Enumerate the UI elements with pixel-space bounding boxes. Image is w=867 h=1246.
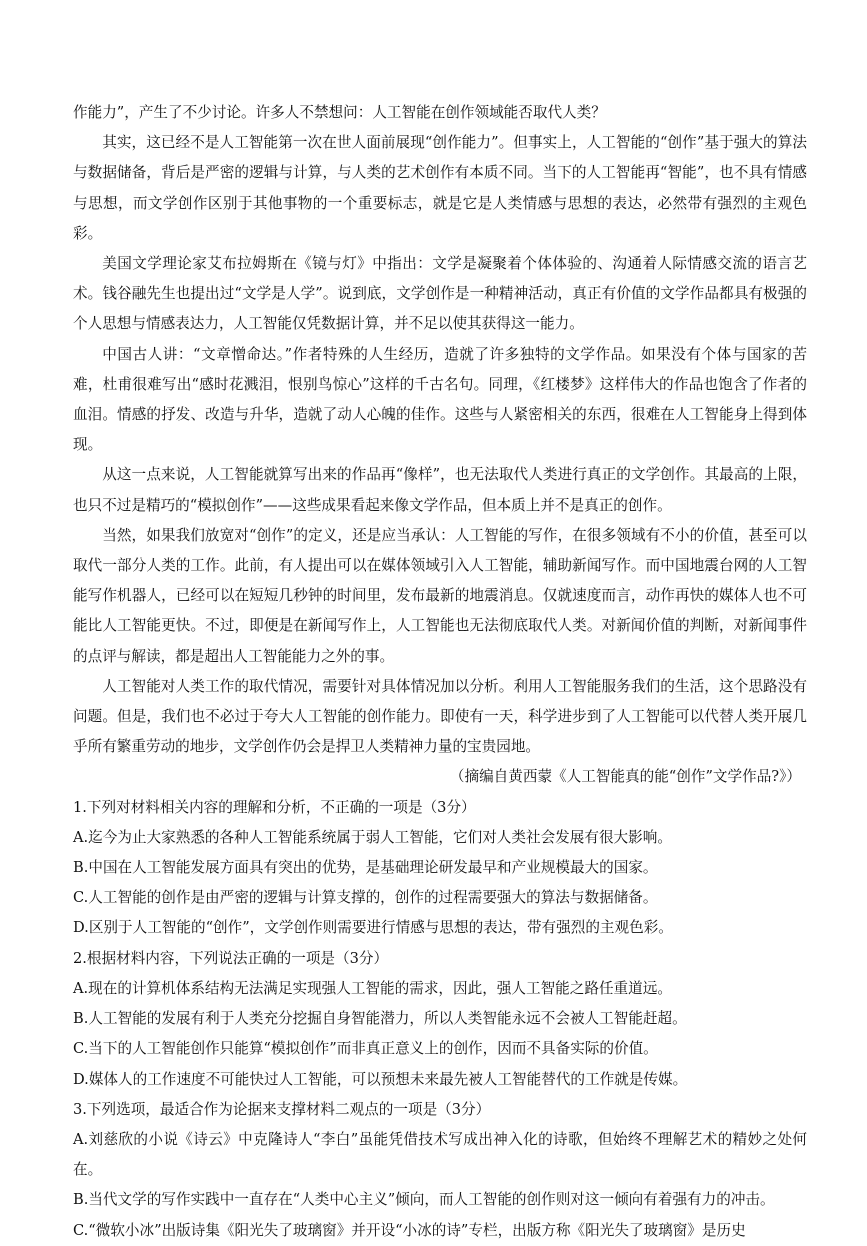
question-1-option-c: C.人工智能的创作是由严密的逻辑与计算支撑的，创作的过程需要强大的算法与数据储备。 — [73, 889, 658, 907]
question-3-option-c: C.“微软小冰”出版诗集《阳光失了玻璃窗》并开设“小冰的诗”专栏，出版方称《阳光失了玻璃窗》是历史 — [73, 1221, 746, 1239]
passage-paragraph-5: 从这一点来说，人工智能就算写出来的作品再“像样”，也无法取代人类进行真正的文学创作。其最高的上限，也只不过是精巧的“模拟创作”——这些成果看起来像文学作品，但本质上并不是真正的创作。 — [73, 466, 807, 514]
question-2-option-c: C.当下的人工智能创作只能算“模拟创作”而非真正意义上的创作，因而不具备实际的价值。 — [73, 1040, 658, 1058]
question-3-option-a: A.刘慈欣的小说《诗云》中克隆诗人“李白”虽能凭借技术写成出神入化的诗歌，但始终不理解艺术的精妙之处何在。 — [73, 1130, 807, 1179]
passage — [73, 98, 807, 793]
question-2-option-b: B.人工智能的发展有利于人类充分挖掘自身智能潜力，所以人类智能永远不会被人工智能赶超。 — [73, 1010, 687, 1028]
question-2-option-d: D.媒体人的工作速度不可能快过人工智能，可以预想未来最先被人工智能替代的工作就是传媒。 — [73, 1070, 688, 1088]
passage-paragraph-6: 当然，如果我们放宽对“创作”的定义，还是应当承认：人工智能的写作，在很多领域有不小的价值，甚至可以取代一部分人类的工作。此前，有人提出可以在媒体领域引入人工智能，辅助新闻写作。而中国地震台网的人工智能写作机器人，已经可以在短短几秒钟的时间里，发布最新的地震消息。仅就速度而言，动作再快的媒体人也不可能比人工智能更快。不过，即便是在新闻写作上，人工智能也无法彻底取代人类。对新闻价值的判断，对新闻事件的点评与解读，都是超出人工智能能力之外的事。 — [73, 526, 807, 665]
passage-paragraph-3: 美国文学理论家艾布拉姆斯在《镜与灯》中指出：文学是凝聚着个体体验的、沟通着人际情感交流的语言艺术。钱谷融先生也提出过“文学是人学”。说到底，文学创作是一种精神活动，真正有价值的文学作品都具有极强的个人思想与情感表达力，人工智能仅凭数据计算，并不足以使其获得这一能力。 — [73, 255, 807, 333]
question-1-stem: 1.下列对材料相关内容的理解和分析，不正确的一项是（3分） — [73, 798, 476, 816]
passage-paragraph-1: 作能力”，产生了不少讨论。许多人不禁想问：人工智能在创作领域能否取代人类？ — [73, 104, 606, 121]
question-3-stem: 3.下列选项，最适合作为论据来支撑材料二观点的一项是（3分） — [73, 1100, 491, 1118]
question-1-option-a: A.迄今为止大家熟悉的各种人工智能系统属于弱人工智能，它们对人类社会发展有很大影响。 — [73, 828, 672, 846]
question-2-stem: 2.根据材料内容，下列说法正确的一项是（3分） — [73, 949, 389, 967]
question-1 — [73, 793, 807, 944]
question-1-option-d: D.区别于人工智能的“创作”，文学创作则需要进行情感与思想的表达，带有强烈的主观色彩。 — [73, 919, 673, 937]
question-3-option-b: B.当代文学的写作实践中一直存在“人类中心主义”倾向，而人工智能的创作则对这一倾向有着强有力的冲击。 — [73, 1191, 775, 1209]
passage-source: （摘编自黄西蒙《人工智能真的能“创作”文学作品?》） — [449, 768, 801, 786]
passage-paragraph-2: 其实，这已经不是人工智能第一次在世人面前展现“创作能力”。但事实上，人工智能的“创作”基于强大的算法与数据储备，背后是严密的逻辑与计算，与人类的艺术创作有本质不同。当下的人工智能再“智能”，也不具有情感与思想，而文学创作区别于其他事物的一个重要标志，就是它是人类情感与思想的表达，必然带有强烈的主观色彩。 — [73, 134, 807, 242]
question-3 — [73, 1095, 807, 1246]
question-1-option-b: B.中国在人工智能发展方面具有突出的优势，是基础理论研发最早和产业规模最大的国家。 — [73, 859, 658, 877]
question-2-option-a: A.现在的计算机体系结构无法满足实现强人工智能的需求，因此，强人工智能之路任重道远。 — [73, 979, 672, 997]
question-2 — [73, 944, 807, 1095]
passage-paragraph-7: 人工智能对人类工作的取代情况，需要针对具体情况加以分析。利用人工智能服务我们的生活，这个思路没有问题。但是，我们也不必过于夸大人工智能的创作能力。即使有一天，科学进步到了人工智能可以代替人类开展几乎所有繁重劳动的地步，文学创作仍会是捍卫人类精神力量的宝贵园地。 — [73, 677, 807, 756]
passage-paragraph-4: 中国古人讲：“文章憎命达。”作者特殊的人生经历，造就了许多独特的文学作品。如果没有个体与国家的苦难，杜甫很难写出“感时花溅泪，恨别鸟惊心”这样的千古名句。同理，《红楼梦》这样伟大的作品也饱含了作者的血泪。情感的抒发、改造与升华，造就了动人心魄的佳作。这些与人紧密相关的东西，很难在人工智能身上得到体现。 — [73, 345, 807, 454]
